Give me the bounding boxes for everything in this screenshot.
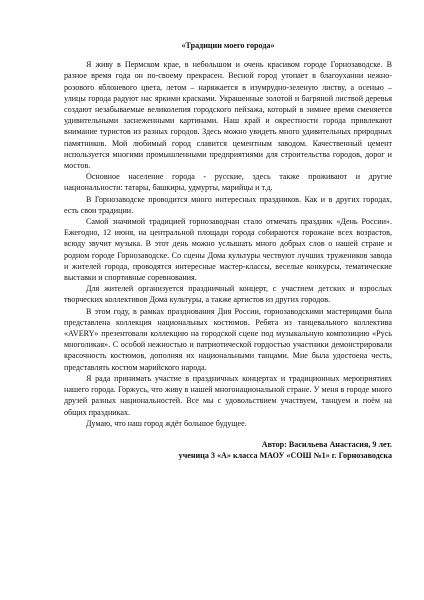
paragraph: Самой значимой традицией горнозаводчан стало отмечать праздник «День России». Ежегодно, 12 июня, на центральной площади города собираются горожане всех возрастов, всюду звучит музыка. В этот день можно услышать много добрых слов о нашей стране и родном городе Горнозаводске. Со сцены Дома культуры чествуют лучших тружеников завода и жителей города, проводятся интересные мастер-классы, веселые конкурсы, тематические выставки и спортивные соревнования. xyxy=(64,217,392,283)
author-signature xyxy=(64,439,392,461)
paragraph: Для жителей организуется праздничный концерт, с участием детских и взрослых творческих коллективов Дома культуры, а также артистов из других городов. xyxy=(64,284,392,305)
paragraph: В этом году, в рамках празднования Дня России, горнозаводскими мастерицами была представлена коллекция национальных костюмов. Ребята из танцевального коллектива «AVERY» презентовали коллекцию на городской сцене под музыкальную композицию «Русь многоликая». С особой нежностью и патриотической гордостью участники демонстрировали красочность костюмов, дополняя их национальными танцами. Мне была удостоена честь, представлять костюм марийского народа. xyxy=(64,306,392,372)
paragraph: Основное население города - русские, здесь также проживают и другие национальности: татары, башкиры, удмурты, марийцы и т.д. xyxy=(64,172,392,193)
paragraph: Я рада принимать участие в праздничных концертах и традиционных мероприятиях нашего города. Горжусь, что живу в нашей многонациональной стране. У меня в городе много друзей разных национальностей. Все мы с удовольствием участвуем, танцуем и поём на общих праздниках. xyxy=(64,373,392,417)
author-school: ученица 3 «А» класса МАОУ «СОШ №1» г. Горнозаводска xyxy=(178,451,392,461)
paragraph: В Горнозаводске проводится много интересных праздников. Как и в других городах, есть свои традиции. xyxy=(64,194,392,215)
document-title: «Традиции моего города» xyxy=(181,41,275,50)
author-name: Автор: Васильева Анастасия, 9 лет. xyxy=(261,439,392,449)
paragraph: Думаю, что наш город ждёт большое будущее. xyxy=(86,418,247,428)
paragraph: Я живу в Пермском крае, в небольшом и очень красивом городе Горнозаводске. В разное время года он по-своему прекрасен. Весной город утопает в благоуханни нежно-розового яблоневого цвета, летом – наряжается в изумрудно-зеленую листву, а осенью – улицы города радуют нас яркими красками. Украшенные золотой и багряной листвой деревья создают незабываемые великолепия городского пейзажа, который в зимнее время сменяется удивительными заснеженными картинами. Наш край и окрестности города привлекают внимание туристов из разных городов. Здесь можно увидеть много удивительных природных памятников. Мой любимый город славится цементным заводом. Качественный цемент используется многими промышленными предприятиями для строительства городов, дорог и мостов. xyxy=(64,60,392,171)
